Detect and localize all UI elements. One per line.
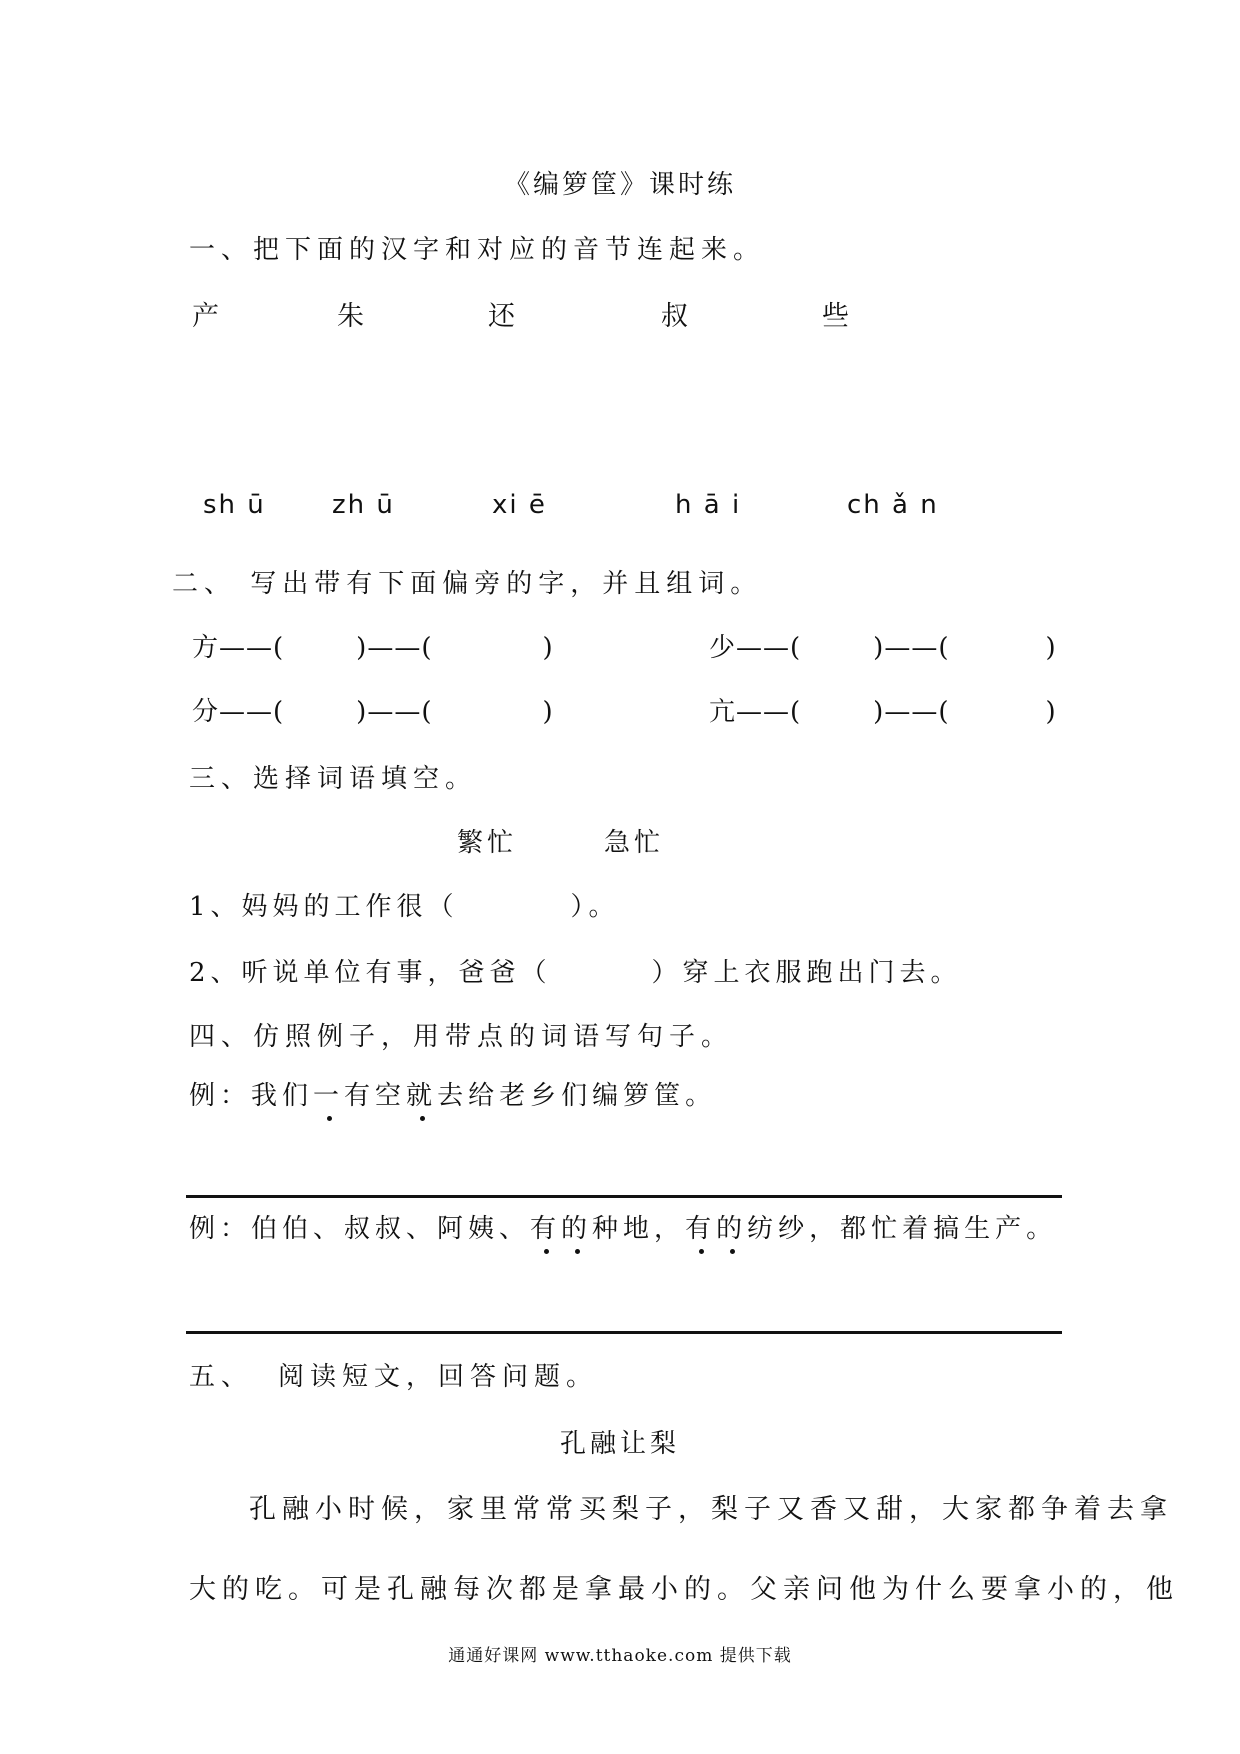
- section1-heading: 一、把下面的汉字和对应的音节连起来。: [189, 235, 766, 265]
- example-sentence-1: 例：我们一有空就去给老乡们编箩筐。: [189, 1075, 716, 1112]
- hanzi-4: 叔: [661, 301, 688, 332]
- example-sentence-2: 例：伯伯、叔叔、阿姨、有的种地，有的纺纱，都忙着搞生产。: [189, 1208, 1057, 1245]
- hanzi-1: 产: [192, 301, 219, 332]
- pinyin-3: xi ē: [492, 490, 547, 520]
- emphasis-dot-char: 的: [716, 1208, 747, 1245]
- radical-row-3: 分——( )——( ): [192, 697, 554, 727]
- radical-row-1: 方——( )——( ): [192, 633, 554, 663]
- radical: 分: [192, 697, 220, 727]
- answer-line-2: [186, 1331, 1062, 1334]
- radical-row-4: 亢——( )——( ): [709, 697, 1057, 727]
- emphasis-dot-char: 就: [406, 1075, 437, 1112]
- emphasis-dot-char: 有: [685, 1208, 716, 1245]
- section3-heading: 三、选择词语填空。: [189, 764, 478, 794]
- radical-row-2: 少——( )——( ): [709, 633, 1057, 663]
- pinyin-4: h ā i: [675, 490, 742, 520]
- pinyin-2: zh ū: [332, 490, 395, 520]
- word-option-2: 急忙: [604, 828, 665, 858]
- pinyin-1: sh ū: [203, 490, 266, 520]
- footer-text: 通通好课网 www.tthaoke.com 提供下载: [448, 1646, 792, 1666]
- radical: 少: [709, 633, 737, 663]
- emphasis-dot-char: 有: [530, 1208, 561, 1245]
- radical: 方: [192, 633, 220, 663]
- emphasis-dot-char: 一: [313, 1075, 344, 1112]
- emphasis-dot-char: 的: [561, 1208, 592, 1245]
- word-option-1: 繁忙: [457, 828, 518, 858]
- story-title: 孔融让梨: [559, 1429, 680, 1459]
- hanzi-3: 还: [488, 301, 515, 332]
- passage-line-2: 大的吃。可是孔融每次都是拿最小的。父亲问他为什么要拿小的，他: [189, 1574, 1179, 1605]
- passage-line-1: 孔融小时候，家里常常买梨子，梨子又香又甜，大家都争着去拿: [249, 1494, 1173, 1525]
- answer-line-1: [186, 1195, 1062, 1198]
- fill-question-2: 2、听说单位有事，爸爸（ ）穿上衣服跑出门去。: [189, 958, 962, 988]
- section2-heading: 二、 写出带有下面偏旁的字，并且组词。: [172, 569, 763, 599]
- section5-heading-number: 五、: [189, 1362, 254, 1392]
- section5-heading: 阅读短文，回答问题。: [278, 1362, 599, 1392]
- hanzi-2: 朱: [337, 301, 364, 332]
- section4-heading: 四、仿照例子，用带点的词语写句子。: [189, 1022, 734, 1052]
- fill-question-1: 1、妈妈的工作很（ ）。: [189, 892, 620, 922]
- page-title: 《编箩筐》课时练: [503, 170, 736, 200]
- pinyin-5: ch ǎ n: [847, 490, 939, 520]
- hanzi-5: 些: [822, 301, 849, 332]
- radical: 亢: [709, 697, 737, 727]
